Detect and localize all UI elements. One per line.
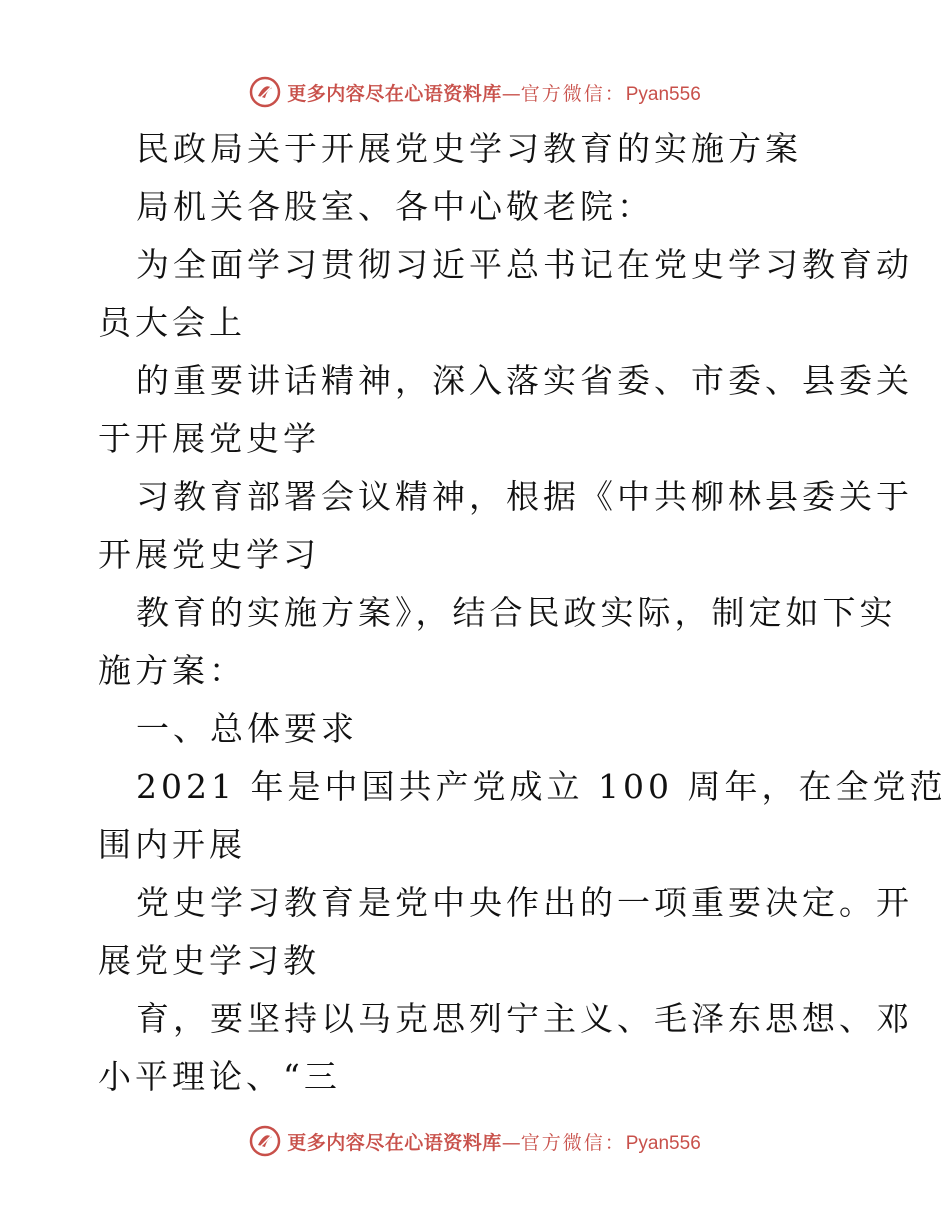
document-title: 民政局关于开展党史学习教育的实施方案 (136, 129, 802, 168)
library-logo-icon (249, 76, 281, 108)
paragraph-line: 围内开展 (98, 825, 246, 864)
document-body (98, 120, 947, 1106)
paragraph-line: 开展党史学习 (98, 535, 320, 574)
library-logo-icon (249, 1125, 281, 1157)
watermark-site-name: 更多内容尽在心语资料库 (287, 1131, 502, 1154)
watermark-header (0, 72, 950, 112)
watermark-dash: — (501, 1131, 521, 1154)
paragraph-line: 于开展党史学 (98, 419, 320, 458)
paragraph-line: 员大会上 (98, 303, 246, 342)
paragraph-line: 一、总体要求 (136, 709, 358, 748)
paragraph-line: 育，要坚持以马克思列宁主义、毛泽东思想、邓 (136, 999, 913, 1038)
watermark-text (287, 79, 701, 106)
paragraph-line: 展党史学习教 (98, 941, 320, 980)
watermark-footer (0, 1121, 950, 1161)
watermark-wechat-id: Pyan556 (625, 1132, 701, 1154)
watermark-site-name: 更多内容尽在心语资料库 (287, 82, 502, 105)
watermark-dash: — (501, 82, 521, 105)
paragraph-line: 习教育部署会议精神，根据《中共柳林县委关于 (136, 477, 913, 516)
paragraph-line: 小平理论、“三 (98, 1057, 341, 1096)
paragraph-line: 党史学习教育是党中央作出的一项重要决定。开 (136, 883, 913, 922)
watermark-wechat-label: 官方微信： (520, 82, 626, 105)
paragraph-line: 2021 年是中国共产党成立 100 周年，在全党范 (136, 767, 947, 806)
paragraph-line: 为全面学习贯彻习近平总书记在党史学习教育动 (136, 245, 913, 284)
watermark-wechat-label: 官方微信： (520, 1131, 626, 1154)
watermark-text (287, 1128, 701, 1155)
paragraph-line: 局机关各股室、各中心敬老院： (136, 187, 654, 226)
paragraph-line: 教育的实施方案》，结合民政实际，制定如下实 (136, 593, 897, 632)
paragraph-line: 施方案： (98, 651, 246, 690)
paragraph-line: 的重要讲话精神，深入落实省委、市委、县委关 (136, 361, 913, 400)
watermark-wechat-id: Pyan556 (625, 83, 701, 105)
